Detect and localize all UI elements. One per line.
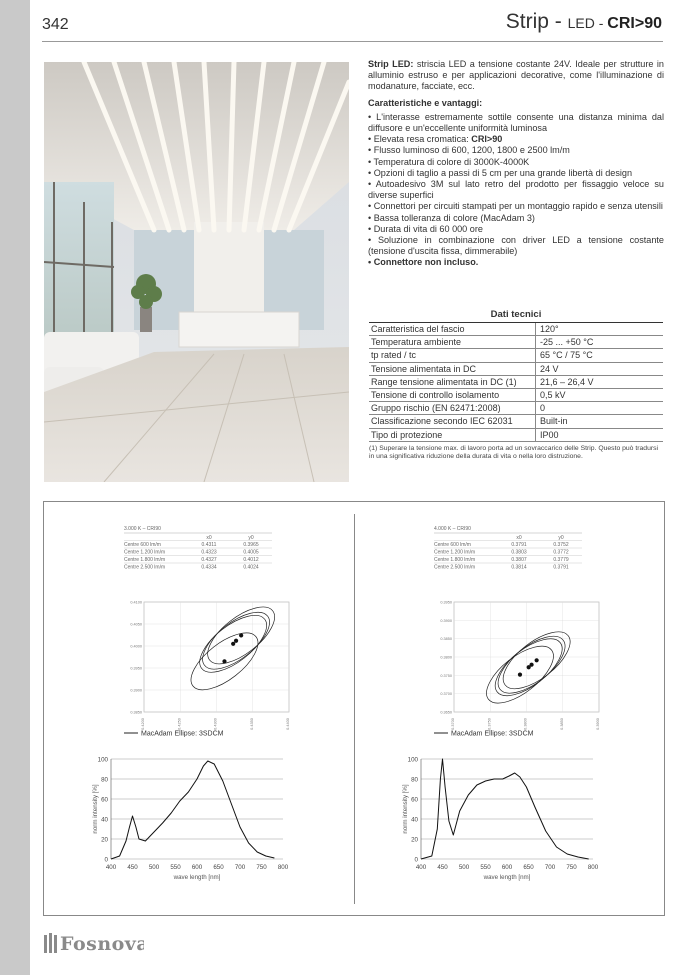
cri-value: CRI>90 <box>471 134 503 145</box>
technical-data <box>369 309 663 462</box>
ellipse-y-tick: 0.3650 <box>440 710 452 715</box>
tech-row <box>369 336 663 349</box>
spectrum-y-label: norm intensity [%] <box>92 784 99 834</box>
tech-row <box>369 362 663 375</box>
chromaticity-point <box>518 673 522 677</box>
ellipse-x-tick: 0.3700 <box>451 718 455 730</box>
brand-logo <box>44 929 144 960</box>
color-table-title: 3.000 K – CRI90 <box>124 526 161 532</box>
tech-row <box>369 428 663 441</box>
title-main: Strip - <box>505 10 568 33</box>
ellipse-y-tick: 0.3700 <box>440 692 452 697</box>
logo-text: Fosnova <box>60 933 144 955</box>
features-list <box>368 112 664 269</box>
feature-item: • Bassa tolleranza di colore (MacAdam 3) <box>368 213 664 224</box>
ellipse-y-tick: 0.3900 <box>130 688 142 693</box>
chromaticity-point <box>234 639 238 643</box>
ellipse-y-tick: 0.3850 <box>440 637 452 642</box>
spectrum-y-tick: 100 <box>407 756 418 764</box>
tech-value: 0,5 kV <box>536 388 664 401</box>
tech-label: Gruppo rischio (EN 62471:2008) <box>369 402 536 415</box>
tech-row <box>369 402 663 415</box>
feature-item: • Opzioni di taglio a passi di 5 cm per una grande libertà di design <box>368 168 664 179</box>
ellipse-x-tick: 0.3850 <box>559 718 564 730</box>
ellipse-y-tick: 0.4000 <box>130 644 142 649</box>
tech-row <box>369 349 663 362</box>
spectrum-x-label: wave length [nm] <box>483 874 531 881</box>
table-cell: Centre 1.800 lm/m <box>434 557 476 563</box>
spectrum-x-tick: 450 <box>127 864 138 871</box>
spectrum-y-tick: 60 <box>101 796 108 804</box>
features-title: Caratteristiche e vantaggi: <box>368 97 483 108</box>
spectrum-y-tick: 80 <box>411 776 418 784</box>
ellipse-x-tick: 0.4300 <box>213 718 218 730</box>
spectrum-x-tick: 600 <box>501 864 513 871</box>
page-title <box>506 10 662 34</box>
ellipse-y-tick: 0.3750 <box>440 673 452 678</box>
tech-value: 0 <box>536 402 664 415</box>
chromaticity-point <box>239 633 243 637</box>
feature-item: • Connettori per circuiti stampati per un montaggio rapido e senza utensili <box>368 201 664 212</box>
table-cell: 0.3791 <box>511 542 527 548</box>
tech-value: 65 °C / 75 °C <box>536 349 664 362</box>
ellipse-y-tick: 0.3850 <box>130 710 142 715</box>
tech-label: Temperatura ambiente <box>369 336 536 349</box>
feature-item: • Autoadesivo 3M sul lato retro del prodotto per fissaggio veloce su diverse superfici <box>368 179 664 201</box>
feature-item: • Temperatura di colore di 3000K-4000K <box>368 157 664 168</box>
ellipse-y-tick: 0.3900 <box>440 618 452 623</box>
table-cell: 0.3965 <box>243 542 259 548</box>
spectrum-series-line <box>111 761 274 859</box>
ellipse-x-tick: 0.3800 <box>523 718 528 730</box>
ellipse-y-tick: 0.3800 <box>440 655 452 660</box>
table-col-header: x0 <box>206 535 212 541</box>
ellipse-y-tick: 0.3950 <box>130 666 142 671</box>
spectrum-y-tick: 20 <box>101 836 108 844</box>
table-cell: 0.3807 <box>511 557 527 563</box>
chromaticity-point <box>231 642 235 646</box>
ellipse-y-tick: 0.4100 <box>130 600 142 605</box>
color-table-title: 4.000 K – CRI90 <box>434 526 471 532</box>
ellipse-x-tick: 0.4200 <box>141 718 145 730</box>
spectrum-y-tick: 60 <box>411 796 418 804</box>
feature-item-cri <box>368 134 664 145</box>
spectrum-y-tick: 40 <box>411 816 418 824</box>
intro-paragraph <box>368 59 664 93</box>
spectrum-x-tick: 750 <box>566 864 577 871</box>
legend-label: MacAdam Ellipse: 3SDCM <box>451 730 534 738</box>
chromaticity-point <box>222 659 226 663</box>
header-rule <box>42 41 663 42</box>
technical-data-title: Dati tecnici <box>369 309 663 323</box>
table-cell: 0.4334 <box>201 564 217 571</box>
spectrum-x-tick: 700 <box>234 864 246 871</box>
table-col-header: y0 <box>248 535 254 541</box>
spectrum-x-tick: 750 <box>256 864 267 871</box>
title-cri: CRI>90 <box>607 15 662 32</box>
ellipse-y-tick: 0.3950 <box>440 600 452 605</box>
spectrum-y-tick: 100 <box>97 756 108 764</box>
tech-value: IP00 <box>536 428 664 441</box>
spectrum-x-tick: 450 <box>437 864 448 871</box>
spectrum-x-tick: 800 <box>587 864 599 871</box>
intro-text: striscia LED a tensione costante 24V. Ideale per strutture in alluminio estruso e per applicazioni decorative, come l'illuminazione di modanature, facciate, ecc. <box>368 59 664 92</box>
spectrum-x-tick: 650 <box>213 864 224 871</box>
table-cell: Centre 600 lm/m <box>434 542 471 548</box>
graphs-svg <box>44 502 664 915</box>
table-cell: 0.3814 <box>511 564 527 571</box>
tech-label: Tensione di controllo isolamento <box>369 388 536 401</box>
feature-item: • Flusso luminoso di 600, 1200, 1800 e 2500 lm/m <box>368 145 664 156</box>
chromaticity-point <box>535 658 539 662</box>
tech-label: Tipo di protezione <box>369 428 536 441</box>
tech-value: Built-in <box>536 415 664 428</box>
ellipse-x-tick: 0.3750 <box>487 718 492 730</box>
table-cell: 0.3779 <box>553 557 569 563</box>
table-cell: Centre 1.200 lm/m <box>124 549 166 556</box>
table-cell: 0.4327 <box>201 557 217 563</box>
table-cell: 0.3752 <box>553 542 569 548</box>
page-number: 342 <box>42 16 69 33</box>
spectrum-y-tick: 0 <box>414 856 418 864</box>
feature-item: • Soluzione in combinazione con driver LED a tensione costante (tensione d'uscita fissa, dimmerabile) <box>368 235 664 257</box>
tech-value: 21,6 – 26,4 V <box>536 375 664 388</box>
technical-note: (1) Superare la tensione max. di lavoro porta ad un sovraccarico delle Strip. Questo può tradursi in una significativa riduzione della durata di vita o nella loro distruzione. <box>369 444 659 461</box>
table-cell: Centre 1.200 lm/m <box>434 549 476 556</box>
tech-value: -25 ... +50 °C <box>536 336 664 349</box>
chromaticity-point <box>529 663 533 667</box>
table-cell: 0.4024 <box>243 564 259 571</box>
ellipse-x-tick: 0.3900 <box>596 718 600 730</box>
product-photo <box>44 62 349 482</box>
spectrum-x-tick: 500 <box>148 864 160 871</box>
spectrum-x-tick: 550 <box>480 864 491 871</box>
table-cell: 0.4012 <box>243 557 259 563</box>
spectrum-y-tick: 80 <box>101 776 108 784</box>
spectrum-series-line <box>421 759 589 859</box>
technical-data-table <box>369 323 663 442</box>
tech-value: 24 V <box>536 362 664 375</box>
tech-label: Classificazione secondo IEC 62031 <box>369 415 536 428</box>
tech-row <box>369 323 663 336</box>
table-cell: 0.4311 <box>201 542 217 548</box>
table-cell: Centre 600 lm/m <box>124 542 161 548</box>
intro-lead: Strip LED: <box>368 59 414 69</box>
cri-label: Elevata resa cromatica: <box>373 134 472 145</box>
spectrum-x-tick: 650 <box>523 864 534 871</box>
table-cell: 0.4323 <box>201 549 217 556</box>
tech-row <box>369 415 663 428</box>
product-description <box>368 59 664 269</box>
page-sidebar <box>0 0 30 975</box>
spectrum-x-tick: 400 <box>415 864 427 871</box>
spectrum-x-tick: 550 <box>170 864 181 871</box>
tech-row <box>369 388 663 401</box>
tech-value: 120° <box>536 323 664 336</box>
graphs-panel <box>43 501 665 916</box>
spectrum-x-tick: 700 <box>544 864 556 871</box>
table-col-header: y0 <box>558 535 564 541</box>
table-cell: Centre 2.500 lm/m <box>434 564 476 571</box>
spectrum-x-tick: 800 <box>277 864 289 871</box>
tech-label: Range tensione alimentata in DC (1) <box>369 375 536 388</box>
spectrum-x-tick: 600 <box>191 864 203 871</box>
tech-row <box>369 375 663 388</box>
title-sub: LED - <box>567 15 608 31</box>
spectrum-y-tick: 20 <box>411 836 418 844</box>
ellipse-x-tick: 0.4400 <box>286 718 290 730</box>
table-cell: 0.3803 <box>511 549 527 556</box>
feature-item: • L'interasse estremamente sottile consente una distanza minima dal diffusore e un'eccellente uniformità luminosa <box>368 112 664 134</box>
ellipse-x-tick: 0.4350 <box>249 718 254 730</box>
tech-label: tp rated / tc <box>369 349 536 362</box>
table-cell: 0.3772 <box>553 549 569 556</box>
table-cell: 0.3791 <box>553 564 569 571</box>
table-cell: 0.4005 <box>243 549 259 556</box>
ellipse-y-tick: 0.4050 <box>130 622 142 627</box>
feature-item: • Durata di vita di 60 000 ore <box>368 224 664 235</box>
spectrum-y-label: norm intensity [%] <box>402 784 409 834</box>
table-cell: Centre 2.500 lm/m <box>124 564 166 571</box>
tech-label: Tensione alimentata in DC <box>369 362 536 375</box>
feature-item-connector: • Connettore non incluso. <box>368 257 664 268</box>
spectrum-x-tick: 500 <box>458 864 470 871</box>
ellipse-x-tick: 0.4250 <box>177 718 182 730</box>
table-col-header: x0 <box>516 535 522 541</box>
spectrum-x-tick: 400 <box>105 864 117 871</box>
spectrum-y-tick: 40 <box>101 816 108 824</box>
table-cell: Centre 1.800 lm/m <box>124 557 166 563</box>
tech-label: Caratteristica del fascio <box>369 323 536 336</box>
spectrum-x-label: wave length [nm] <box>173 874 221 881</box>
spectrum-y-tick: 0 <box>104 856 108 864</box>
legend-label: MacAdam Ellipse: 3SDCM <box>141 730 224 738</box>
